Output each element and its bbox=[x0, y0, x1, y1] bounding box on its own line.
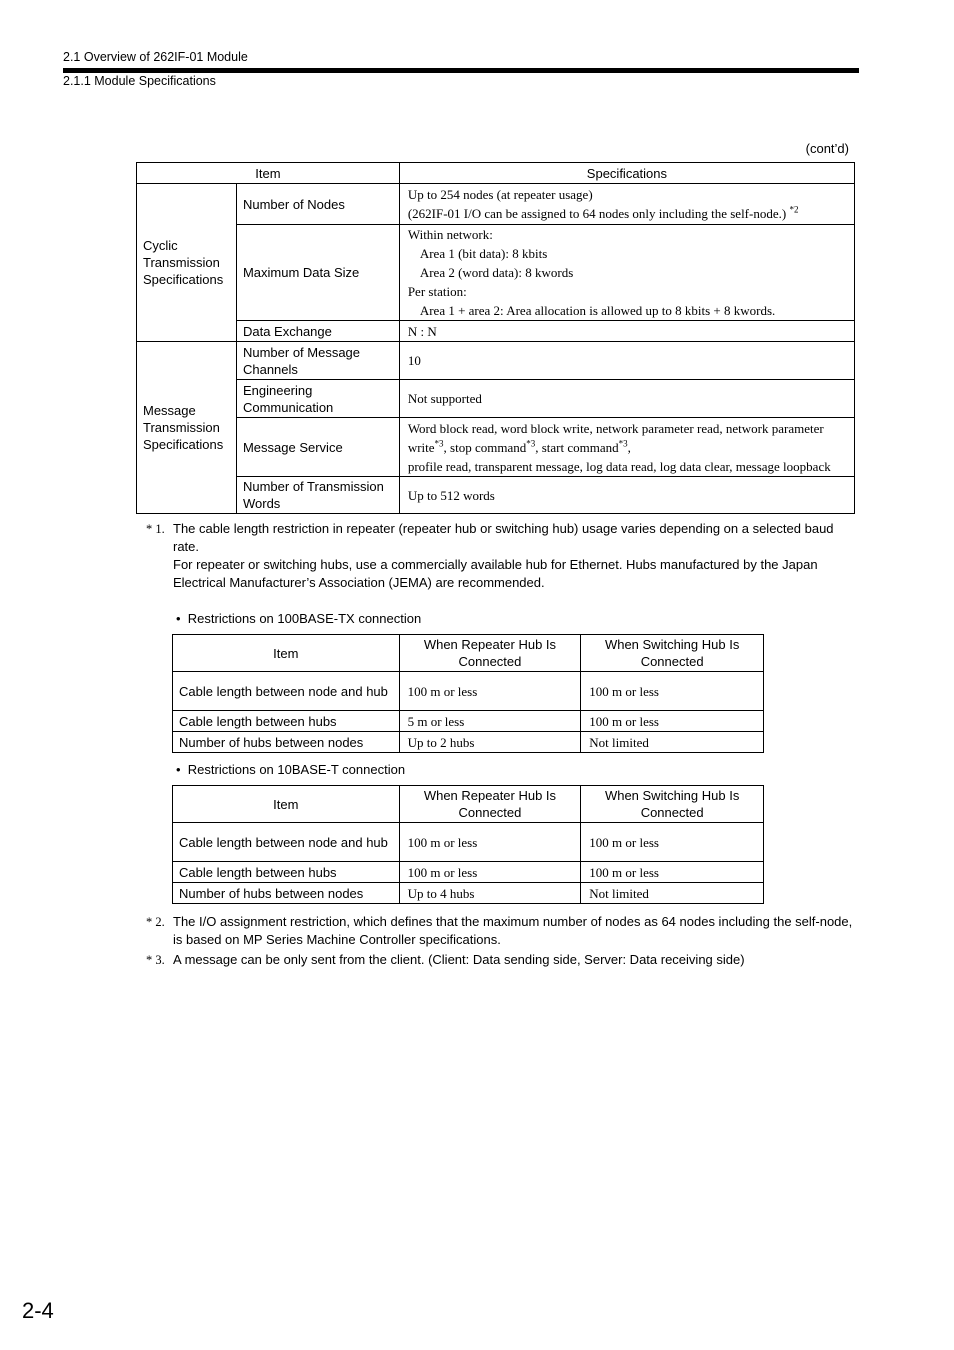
table-cell: Up to 4 hubs bbox=[399, 883, 581, 904]
table-row bbox=[173, 823, 764, 862]
msgsvc-text: , stop command bbox=[443, 439, 527, 455]
row-label-words: Number of Transmission Words bbox=[236, 477, 399, 514]
table-cell: 100 m or less bbox=[399, 823, 581, 862]
table-row bbox=[173, 862, 764, 883]
row-label-channels: Number of Message Channels bbox=[236, 342, 399, 380]
table-cell: Number of hubs between nodes bbox=[173, 883, 400, 904]
table-row bbox=[137, 225, 855, 321]
table-header-row bbox=[173, 635, 764, 672]
footnote-ref-2: *2 bbox=[789, 204, 799, 215]
running-header-subsection: 2.1.1 Module Specifications bbox=[63, 74, 216, 88]
row-label-exchange: Data Exchange bbox=[236, 321, 399, 342]
t-restriction-table bbox=[172, 785, 764, 904]
col-spec-header: Specifications bbox=[399, 163, 854, 184]
row-value-nodes bbox=[399, 184, 854, 225]
tx-restriction-table bbox=[172, 634, 764, 753]
table-row bbox=[137, 418, 855, 477]
row-value-msgsvc bbox=[399, 418, 854, 477]
table-cell: 100 m or less bbox=[581, 823, 764, 862]
row-value-channels: 10 bbox=[399, 342, 854, 380]
footnote-1 bbox=[146, 520, 853, 592]
msgsvc-text: Word block read, word block write, network parameter read, network parameter write bbox=[407, 420, 824, 455]
nodes-line1: Up to 254 nodes (at repeater usage) bbox=[407, 187, 593, 202]
bullet-icon: • bbox=[176, 762, 181, 777]
footnote-text: The cable length restriction in repeater (repeater hub or switching hub) usage varies depending on a selected baud rate. bbox=[173, 521, 834, 554]
row-label-maxdata: Maximum Data Size bbox=[236, 225, 399, 321]
maxdata-line: Area 1 + area 2: Area allocation is allowed up to 8 kbits + 8 kwords. bbox=[419, 303, 776, 318]
table-cell: Number of hubs between nodes bbox=[173, 732, 400, 753]
footnote-3 bbox=[146, 951, 855, 969]
row-label-nodes: Number of Nodes bbox=[236, 184, 399, 225]
table-row bbox=[173, 711, 764, 732]
msgsvc-text: , bbox=[627, 439, 631, 455]
table-row bbox=[173, 732, 764, 753]
table-row bbox=[137, 342, 855, 380]
maxdata-line: Within network: bbox=[407, 227, 493, 242]
col-header: Item bbox=[173, 635, 400, 672]
bullet-label: Restrictions on 10BASE-T connection bbox=[187, 762, 406, 777]
bullet-label: Restrictions on 100BASE-TX connection bbox=[187, 611, 422, 626]
bullet-10base-t bbox=[176, 762, 405, 777]
table-header-row bbox=[173, 786, 764, 823]
footnote-mark: * 1. bbox=[146, 522, 165, 536]
running-header-section: 2.1 Overview of 262IF-01 Module bbox=[63, 50, 248, 64]
table-row bbox=[173, 672, 764, 711]
table-cell: Cable length between node and hub bbox=[173, 672, 400, 711]
footnote-mark: * 3. bbox=[146, 953, 165, 967]
footnote-mark: * 2. bbox=[146, 915, 165, 929]
spec-table bbox=[136, 162, 855, 514]
table-cell: 100 m or less bbox=[399, 672, 581, 711]
row-value-words: Up to 512 words bbox=[399, 477, 854, 514]
footnote-ref-3: *3 bbox=[434, 438, 444, 449]
nodes-line2: (262IF-01 I/O can be assigned to 64 nodes only including the self-node.) bbox=[407, 206, 790, 221]
table-cell: 100 m or less bbox=[581, 862, 764, 883]
row-value-eng: Not supported bbox=[399, 380, 854, 418]
spec-table-header bbox=[137, 163, 855, 184]
table-cell: 100 m or less bbox=[581, 672, 764, 711]
table-row bbox=[137, 380, 855, 418]
msgsvc-text: , start command bbox=[535, 439, 619, 455]
row-value-maxdata bbox=[399, 225, 854, 321]
page-number: 2-4 bbox=[22, 1298, 54, 1323]
msgsvc-line3: profile read, transparent message, log data read, log data clear, message loopback bbox=[407, 458, 831, 474]
table-cell: Cable length between hubs bbox=[173, 862, 400, 883]
footnote-ref-3: *3 bbox=[526, 438, 536, 449]
footnote-text: The I/O assignment restriction, which defines that the maximum number of nodes as 64 nodes including the self-node, is based on MP Series Machine Controller specifications. bbox=[173, 914, 853, 947]
header-rule bbox=[63, 68, 859, 73]
table-row bbox=[173, 883, 764, 904]
footnote-text: For repeater or switching hubs, use a commercially available hub for Ethernet. Hubs manufactured by the Japan Electrical Manufacturer’s Association (JEMA) are recommended. bbox=[173, 557, 818, 590]
continued-label: (cont’d) bbox=[805, 141, 849, 156]
col-item-header: Item bbox=[137, 163, 400, 184]
col-header: When Repeater Hub Is Connected bbox=[399, 635, 581, 672]
row-label-eng: Engineering Communication bbox=[236, 380, 399, 418]
table-row bbox=[137, 321, 855, 342]
table-cell: 5 m or less bbox=[399, 711, 581, 732]
table-cell: Cable length between hubs bbox=[173, 711, 400, 732]
row-value-exchange: N : N bbox=[399, 321, 854, 342]
maxdata-line: Area 2 (word data): 8 kwords bbox=[419, 265, 574, 280]
col-header: When Switching Hub Is Connected bbox=[581, 635, 764, 672]
table-cell: Not limited bbox=[581, 883, 764, 904]
table-cell: 100 m or less bbox=[399, 862, 581, 883]
group-message: Message Transmission Specifications bbox=[137, 342, 237, 514]
table-cell: Up to 2 hubs bbox=[399, 732, 581, 753]
footnote-2 bbox=[146, 913, 855, 949]
col-header: When Switching Hub Is Connected bbox=[581, 786, 764, 823]
bullet-100base-tx bbox=[176, 611, 421, 626]
footnote-text: A message can be only sent from the client. (Client: Data sending side, Server: Data receiving side) bbox=[173, 952, 745, 967]
maxdata-line: Per station: bbox=[407, 284, 467, 299]
row-label-msgsvc: Message Service bbox=[236, 418, 399, 477]
group-cyclic: Cyclic Transmission Specifications bbox=[137, 184, 237, 342]
col-header: When Repeater Hub Is Connected bbox=[399, 786, 581, 823]
footnote-ref-3: *3 bbox=[618, 438, 628, 449]
table-cell: Not limited bbox=[581, 732, 764, 753]
col-header: Item bbox=[173, 786, 400, 823]
table-cell: 100 m or less bbox=[581, 711, 764, 732]
maxdata-line: Area 1 (bit data): 8 kbits bbox=[419, 246, 548, 261]
bullet-icon: • bbox=[176, 611, 181, 626]
table-cell: Cable length between node and hub bbox=[173, 823, 400, 862]
table-row bbox=[137, 184, 855, 225]
table-row bbox=[137, 477, 855, 514]
